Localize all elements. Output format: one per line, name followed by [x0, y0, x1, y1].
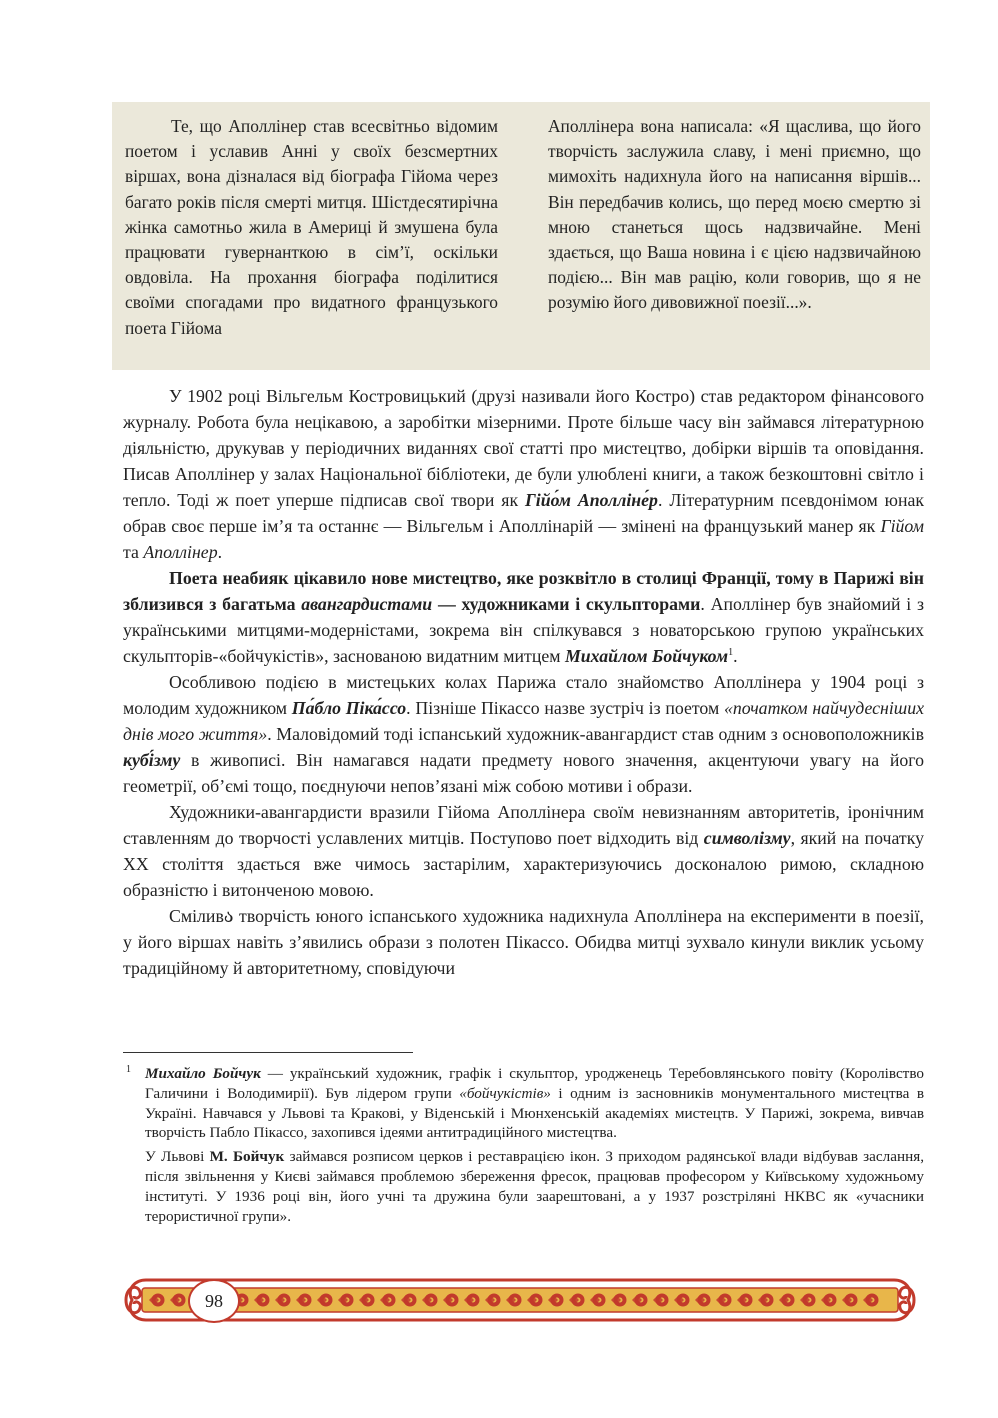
paragraph-4: Художники-авангардисти вразили Гійома Аполлінера своїм невизнанням авторитетів, іронічним ставленням до творчості уславлених митців. Поступово поет відходить від символізму, який на початку XX століття здається вже чимось застарілим, характеризуючись досконалою римою, складною образністю і витонченою мовою.: [123, 802, 924, 900]
page-number: 98: [188, 1279, 240, 1323]
quote-box-left-column: [125, 114, 498, 341]
paragraph-5: Сміливა творчість юного іспанського художника надихнула Аполлінера на експерименти в поезії, у його віршах навіть з’явились образи з полотен Пікассо. Обидва митці зухвало кинули виклик усьому традиційному й авторитетному, сповідуючи: [123, 906, 924, 978]
footnote-paragraph-2: У Львові М. Бойчук займався розписом церков і реставрацією ікон. З приходом радянської влади відбував заслання, після звільнення у Києві займався проблемою збереження фресок, працював професором у Київському художньому інституті. У 1936 році він, його учні та дружина були заарештовані, а у 1937 розстріляні НКВС як «учасники терористичної групи».: [145, 1148, 925, 1225]
paragraph-3: Особливою подією в мистецьких колах Парижа стало знайомство Аполлінера у 1904 році з молодим художником Па́бло Піка́ссо. Пізніше Пікассо назве зустріч із поетом «початком найчудесніших днів мого життя». Маловідомий тоді іспанський художник-авангардист став одним з основоположників кубі́зму в живописі. Він намагався надати предмету нового значення, акцентуючи увагу на його геометрії, об’ємі тощо, поєднуючи непов’язані між собою мотиви і образи.: [123, 672, 925, 796]
quote-box: [112, 102, 930, 370]
footnote-paragraph-1: 1 Михайло Бойчук — український художник, графік і скульптор, уродженець Теребовлянського повіту (Королівство Галичини і Володимирії). Був лідером групи «бойчукістів» і одним із засновників монументального мистецтва в Україні. Навчався у Львові та Кракові, у Віденській і Мюнхенській академіях мистецтв. У Парижі, зокрема, вивчав творчість Пабло Пікассо, захопився ідеями антитрадиційного мистецтва.: [145, 1064, 924, 1143]
decorative-border-ornament: [122, 1274, 918, 1326]
name-boichuk: Михайлом Бойчуком: [564, 646, 729, 666]
name-picasso: Па́бло Піка́ссо: [291, 698, 407, 718]
footnote-ref[interactable]: 1: [728, 647, 734, 658]
picasso-quote: «початком найчудесніших днів мого життя»: [123, 698, 925, 744]
term-cubism: кубі́зму: [123, 750, 181, 770]
term-symbolism: символізму: [703, 828, 791, 848]
paragraph-1: У 1902 році Вільгельм Костровицький (друзі називали його Костро) став редактором фінансового журналу. Робота була нецікавою, а заробітки мізерними. Проте більше часу він займався літературною діяльністю, друкував у періодичних виданнях свої статті про мистецтво, добірки віршів та оповідання. Писав Аполлінер у залах Національної бібліотеки, де були улюблені книги, а також безкоштовні світло і тепло. Тоді ж поет уперше підписав свої твори як Гійо́м Аполліне́р. Літературним псевдонімом юнак обрав своє перше ім’я та останнє — Вільгельм і Аполлінарій — змінені на французький манер як Гійом та Аполлінер.: [123, 386, 925, 562]
quote-box-left-text: Те, що Аполлінер став всесвітньо відомим поетом і уславив Анні у своїх безсмертних віршах, вона дізналася від біографа Гійома через багато років після смерті митця. Шістдесятирічна жінка самотньо жила в Америці й змушена була працювати гувернанткою в сім’ї, оскільки овдовіла. На прохання біографа поділитися своїми спогадами про видатного французького поета Гійома: [125, 116, 498, 338]
footnote-mark: 1: [126, 1064, 131, 1075]
pseudonym: Гійо́м Аполліне́р: [525, 490, 658, 510]
footnote: [123, 1064, 924, 1230]
footnote-divider: [123, 1052, 413, 1053]
quote-box-right-text: Аполлінера вона написала: «Я щаслива, що його творчість заслужила славу, і мені приємно, що мимохіть надихнула його на написання віршів... Він передбачив колись, що перед моєю смертю зі мною станеться щось надзвичайне. Мені здається, що Ваша новина і є цією надзвичайною подією... Він мав рацію, коли говорив, що я не розумію його дивовижної поезії...».: [548, 116, 921, 313]
term-avantgardists: авангардистами: [301, 594, 433, 614]
quote-box-right-column: [548, 114, 921, 316]
paragraph-2: Поета неабияк цікавило нове мистецтво, яке розквітло в столиці Франції, тому в Парижі він зблизився з багатьма авангардистами — художниками і скульпторами. Аполлінер був знайомий і з українськими митцями-модерністами, зокрема він спілкувався з новаторською групою українських скульпторів-«бойчукістів», заснованою видатним митцем Михайлом Бойчуком$^1$.: [123, 568, 924, 666]
main-text: [123, 383, 924, 981]
